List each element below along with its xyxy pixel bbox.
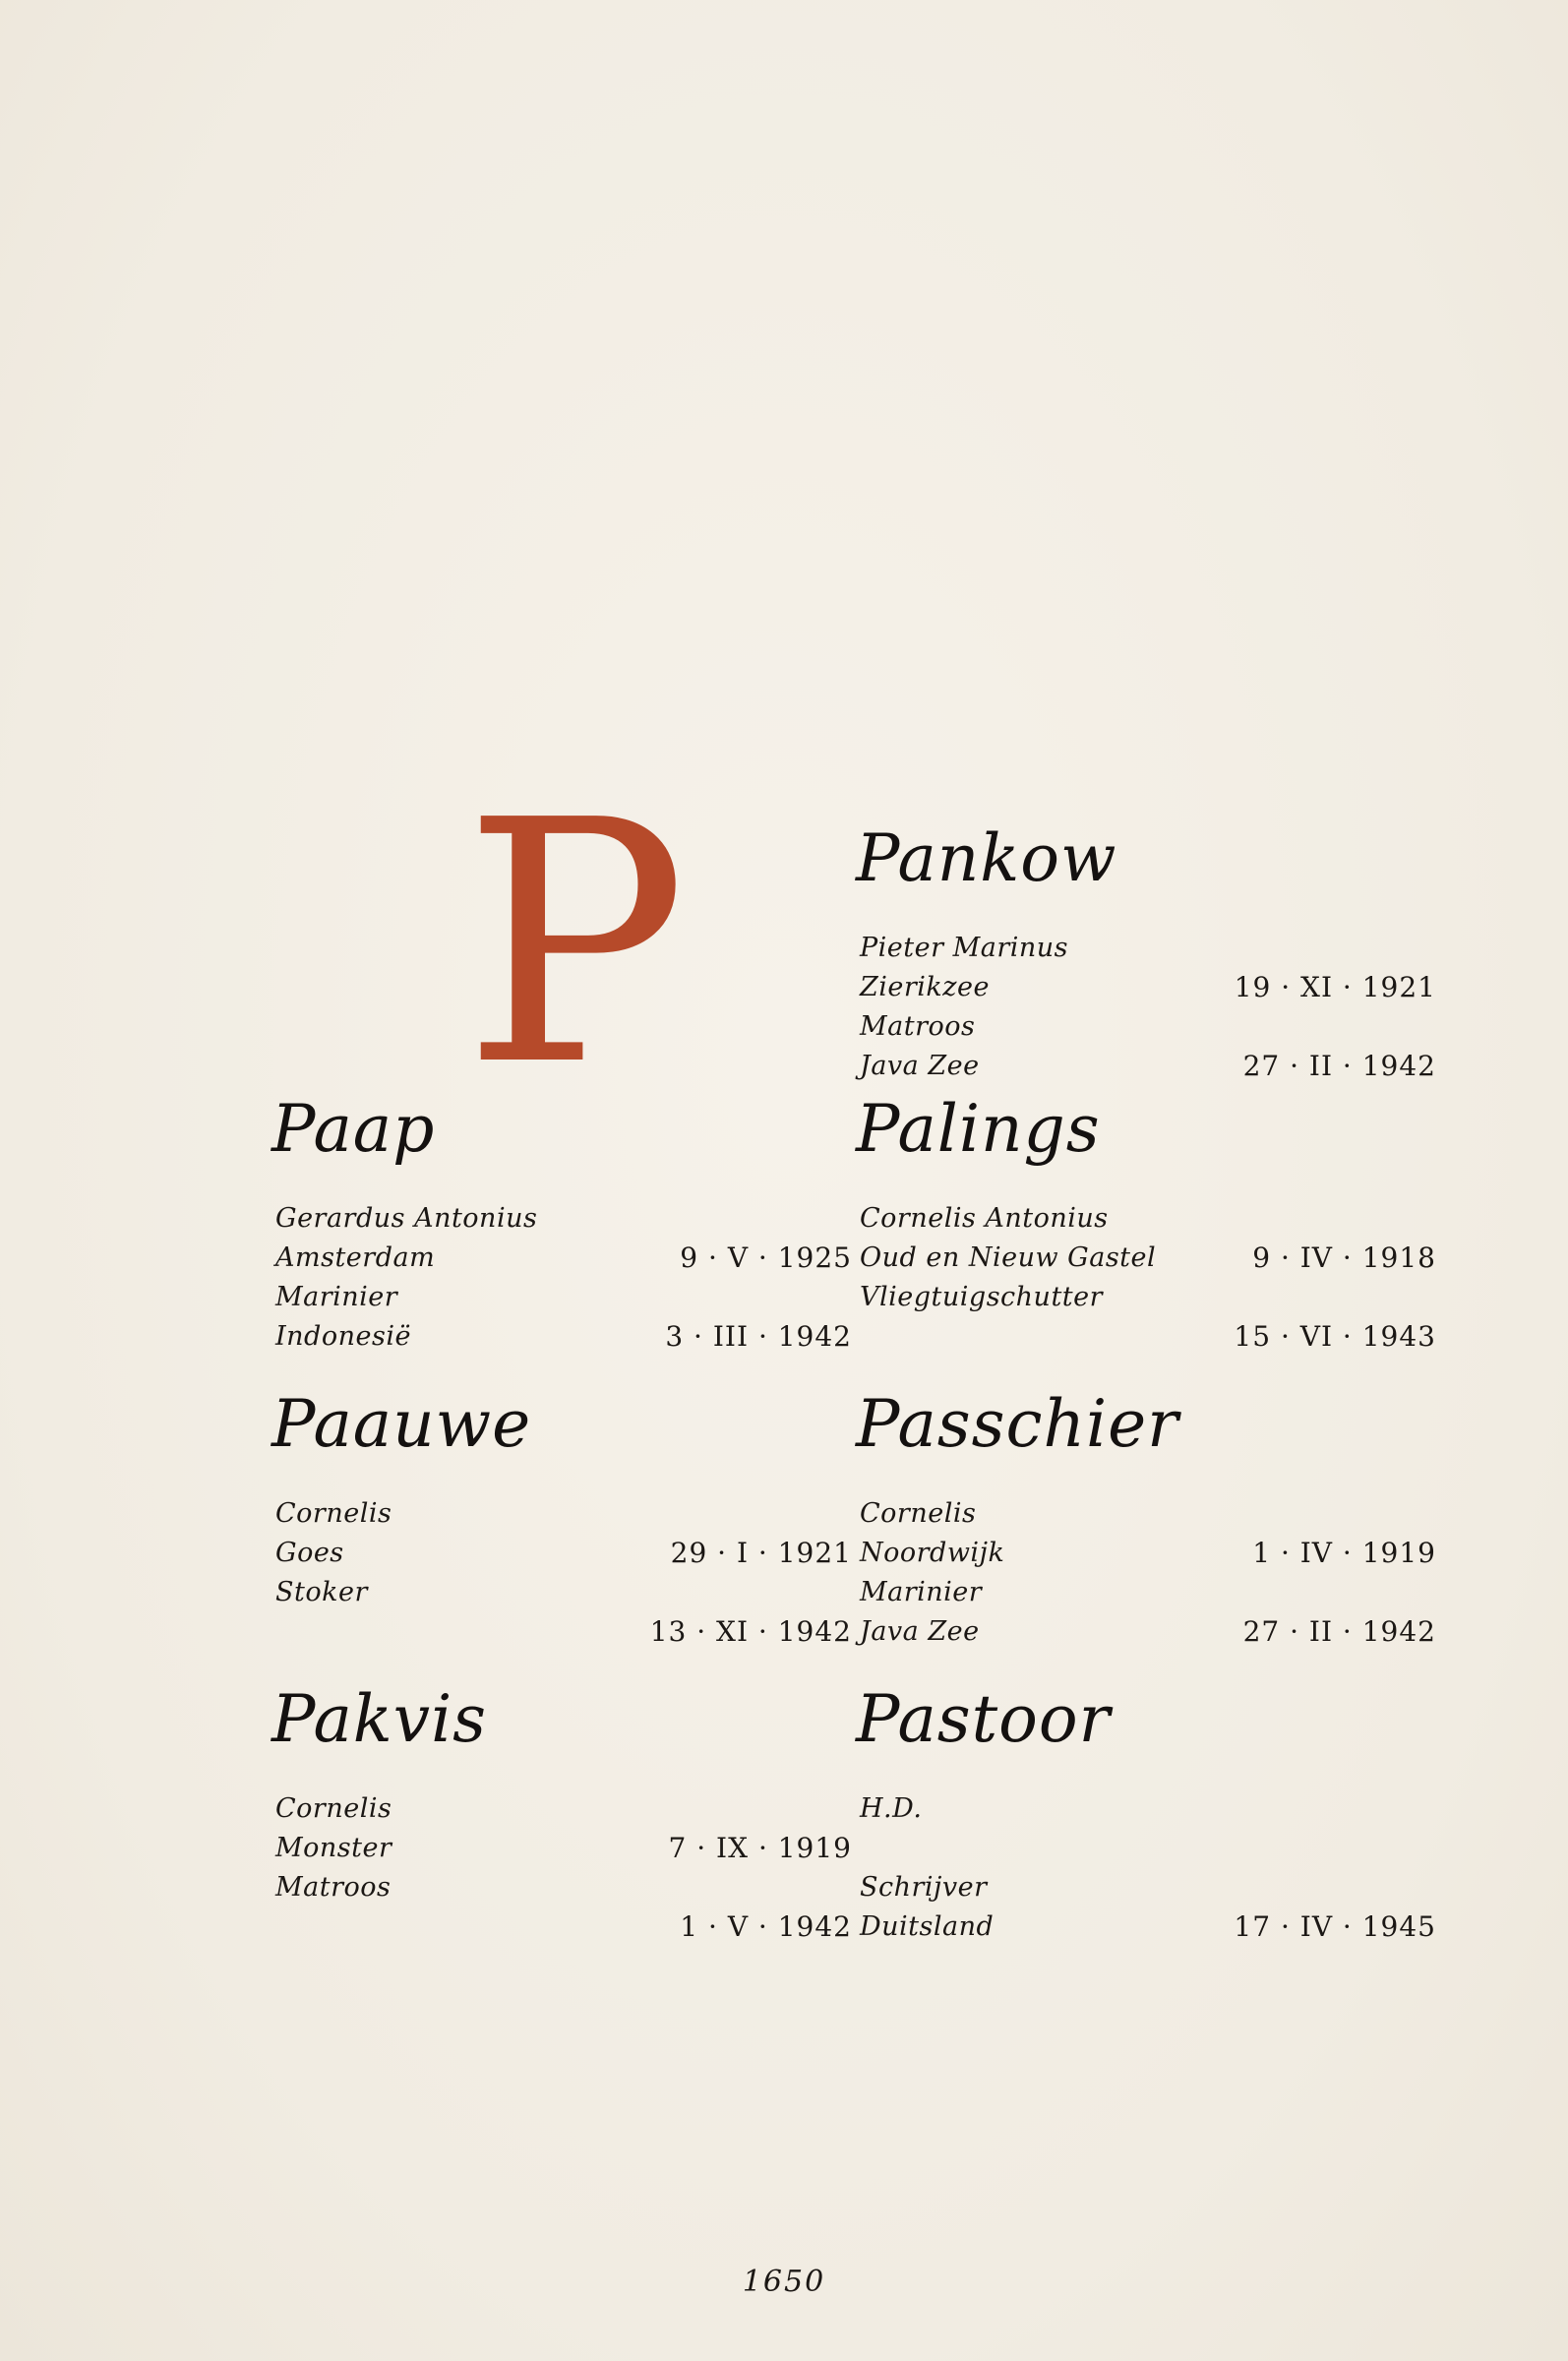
birthplace: Noordwijk [860, 1538, 1005, 1568]
place-of-death: Java Zee [860, 1616, 980, 1647]
birth-date: 1 · IV · 1919 [1252, 1537, 1436, 1569]
rank: Stoker [275, 1577, 368, 1607]
entry-paap [271, 1091, 852, 1392]
place-of-death: Indonesië [275, 1321, 411, 1352]
death-date: 13 · XI · 1942 [649, 1615, 852, 1648]
rank: Schrijver [860, 1872, 988, 1903]
birth-date: 9 · V · 1925 [680, 1241, 852, 1274]
surname: Pastoor [856, 1681, 1112, 1757]
entry-pankow [856, 820, 1436, 1121]
given-names: Gerardus Antonius [275, 1203, 538, 1234]
place-of-death: Duitsland [860, 1911, 995, 1942]
birth-date: 9 · IV · 1918 [1252, 1241, 1436, 1274]
entry-paauwe [271, 1386, 852, 1687]
rank: Marinier [275, 1282, 398, 1312]
entry-palings [856, 1091, 1436, 1392]
death-date: 1 · V · 1942 [680, 1910, 852, 1943]
birth-date: 29 · I · 1921 [670, 1537, 852, 1569]
surname: Paauwe [271, 1386, 532, 1462]
given-names: Cornelis [275, 1498, 392, 1529]
death-date: 15 · VI · 1943 [1234, 1320, 1436, 1353]
rank: Matroos [860, 1011, 976, 1042]
given-names: Cornelis [860, 1498, 977, 1529]
given-names: Cornelis Antonius [860, 1203, 1109, 1234]
birthplace: Amsterdam [275, 1242, 436, 1273]
surname: Paap [271, 1091, 436, 1167]
surname: Pakvis [271, 1681, 488, 1757]
birth-date: 19 · XI · 1921 [1234, 971, 1436, 1003]
entry-pastoor [856, 1681, 1436, 1982]
given-names: Pieter Marinus [860, 933, 1069, 963]
death-date: 27 · II · 1942 [1242, 1050, 1436, 1082]
given-names: Cornelis [275, 1793, 392, 1824]
rank: Vliegtuigschutter [860, 1282, 1104, 1312]
entry-passchier [856, 1386, 1436, 1687]
death-date: 27 · II · 1942 [1242, 1615, 1436, 1648]
place-of-death: Java Zee [860, 1051, 980, 1081]
birthplace: Oud en Nieuw Gastel [860, 1242, 1157, 1273]
rank: Marinier [860, 1577, 983, 1607]
page-number: 1650 [742, 2265, 826, 2299]
death-date: 17 · IV · 1945 [1234, 1910, 1436, 1943]
given-names: H.D. [860, 1793, 923, 1824]
surname: Passchier [856, 1386, 1179, 1462]
birth-date: 7 · IX · 1919 [668, 1832, 852, 1864]
rank: Matroos [275, 1872, 392, 1903]
surname: Pankow [856, 820, 1117, 896]
decorated-initial: P [462, 750, 688, 1139]
birthplace: Goes [275, 1538, 344, 1568]
surname: Palings [856, 1091, 1101, 1167]
birthplace: Monster [275, 1833, 392, 1863]
entry-pakvis [271, 1681, 852, 1982]
death-date: 3 · III · 1942 [665, 1320, 852, 1353]
birthplace: Zierikzee [860, 972, 990, 1002]
